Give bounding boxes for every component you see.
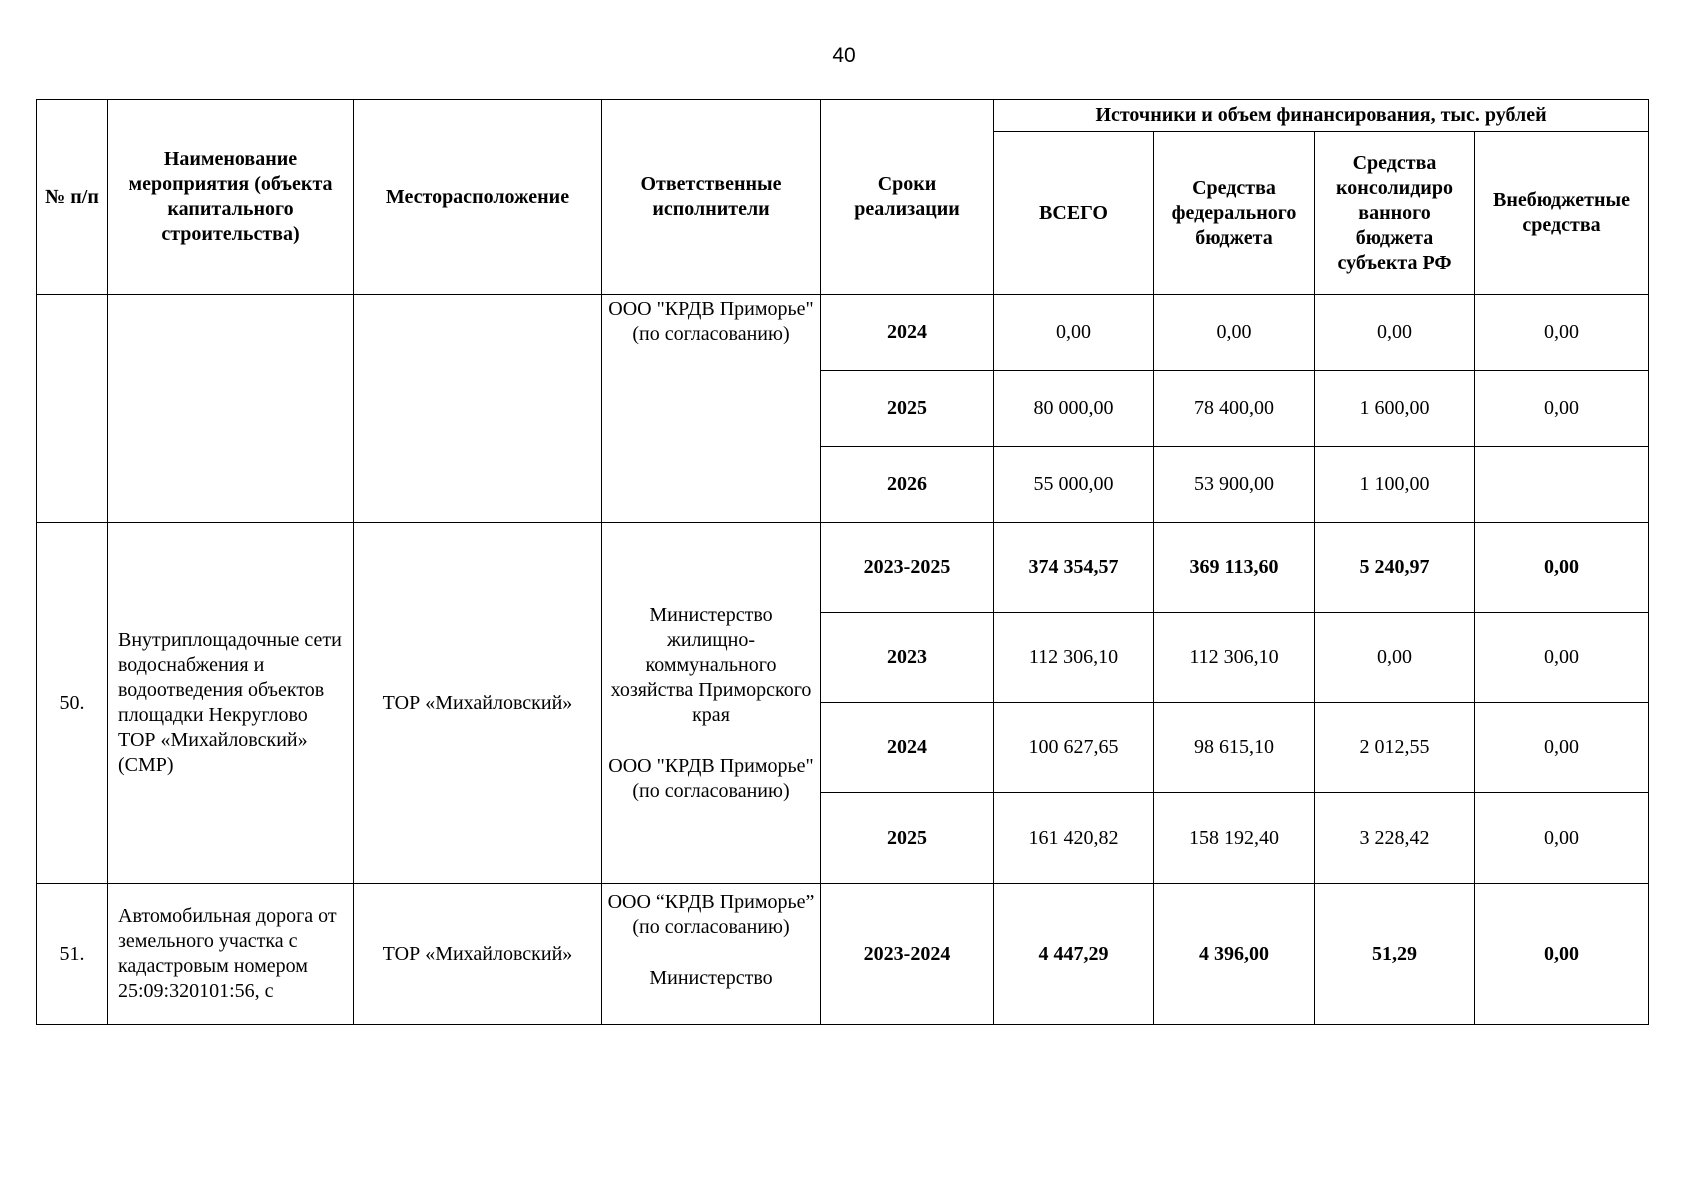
- extrabudget-cell: [1475, 447, 1649, 523]
- table-row: [37, 523, 1649, 613]
- year-cell: 2024: [821, 703, 994, 793]
- total-cell: 374 354,57: [994, 523, 1154, 613]
- consolidated-cell: 1 600,00: [1315, 371, 1475, 447]
- header-num: № п/п: [37, 100, 108, 295]
- consolidated-cell: 0,00: [1315, 613, 1475, 703]
- extrabudget-cell: 0,00: [1475, 295, 1649, 371]
- header-consolidated: Средства консолидиро ванного бюджета субъекта РФ: [1315, 132, 1475, 295]
- item-num: 50.: [37, 523, 108, 884]
- prev-num-cell: [37, 295, 108, 523]
- consolidated-cell: 0,00: [1315, 295, 1475, 371]
- item-executors: [602, 523, 821, 884]
- header-location: Месторасположение: [354, 100, 602, 295]
- total-cell: 100 627,65: [994, 703, 1154, 793]
- consolidated-cell: 51,29: [1315, 884, 1475, 1025]
- total-cell: 161 420,82: [994, 793, 1154, 884]
- table-row: [37, 884, 1649, 1025]
- prev-name-cell: [108, 295, 354, 523]
- extrabudget-cell: 0,00: [1475, 613, 1649, 703]
- executor-ministry: Министерство жилищно-коммунального хозяйства Приморского края: [610, 603, 812, 726]
- item-location: ТОР «Михайловский»: [354, 884, 602, 1025]
- total-cell: 4 447,29: [994, 884, 1154, 1025]
- header-terms: Сроки реализации: [821, 100, 994, 295]
- item-location: ТОР «Михайловский»: [354, 523, 602, 884]
- header-row-1: [37, 100, 1649, 132]
- federal-cell: 4 396,00: [1154, 884, 1315, 1025]
- page-number: 40: [832, 44, 856, 67]
- executor-ministry: Министерство: [649, 967, 773, 989]
- extrabudget-cell: 0,00: [1475, 703, 1649, 793]
- consolidated-cell: 2 012,55: [1315, 703, 1475, 793]
- executor-gap: [606, 728, 816, 754]
- executor-krdv: ООО “КРДВ Приморье” (по согласованию): [607, 891, 815, 938]
- year-cell: 2025: [821, 371, 994, 447]
- year-cell: 2023: [821, 613, 994, 703]
- consolidated-cell: 1 100,00: [1315, 447, 1475, 523]
- item-name: Внутриплощадочные сети водоснабжения и водоотведения объектов площадки Некруглово ТОР «Михайловский» (СМР): [108, 523, 354, 884]
- header-extrabudget: Внебюджетные средства: [1475, 132, 1649, 295]
- year-cell: 2024: [821, 295, 994, 371]
- total-cell: 112 306,10: [994, 613, 1154, 703]
- table-row: [37, 295, 1649, 371]
- consolidated-cell: 5 240,97: [1315, 523, 1475, 613]
- extrabudget-cell: 0,00: [1475, 884, 1649, 1025]
- federal-cell: 112 306,10: [1154, 613, 1315, 703]
- extrabudget-cell: 0,00: [1475, 793, 1649, 884]
- item-name: Автомобильная дорога от земельного участка с кадастровым номером 25:09:320101:56, с: [108, 884, 354, 1025]
- consolidated-cell: 3 228,42: [1315, 793, 1475, 884]
- federal-cell: 369 113,60: [1154, 523, 1315, 613]
- total-cell: 55 000,00: [994, 447, 1154, 523]
- prev-executor: ООО "КРДВ Приморье" (по согласованию): [602, 295, 821, 523]
- executor-gap: [606, 940, 816, 966]
- header-total: ВСЕГО: [994, 132, 1154, 295]
- federal-cell: 158 192,40: [1154, 793, 1315, 884]
- federal-cell: 78 400,00: [1154, 371, 1315, 447]
- total-cell: 80 000,00: [994, 371, 1154, 447]
- extrabudget-cell: 0,00: [1475, 371, 1649, 447]
- header-federal: Средства федерального бюджета: [1154, 132, 1315, 295]
- federal-cell: 0,00: [1154, 295, 1315, 371]
- item-num: 51.: [37, 884, 108, 1025]
- total-cell: 0,00: [994, 295, 1154, 371]
- header-executors: Ответственные исполнители: [602, 100, 821, 295]
- extrabudget-cell: 0,00: [1475, 523, 1649, 613]
- financing-table: [36, 99, 1649, 1025]
- executor-krdv: ООО "КРДВ Приморье" (по согласованию): [608, 754, 814, 802]
- year-cell: 2023-2024: [821, 884, 994, 1025]
- federal-cell: 98 615,10: [1154, 703, 1315, 793]
- item-executors: [602, 884, 821, 1025]
- year-cell: 2026: [821, 447, 994, 523]
- header-name: Наименование мероприятия (объекта капитального строительства): [108, 100, 354, 295]
- year-cell: 2025: [821, 793, 994, 884]
- federal-cell: 53 900,00: [1154, 447, 1315, 523]
- prev-location-cell: [354, 295, 602, 523]
- header-financing-group: Источники и объем финансирования, тыс. рублей: [994, 100, 1649, 132]
- year-cell: 2023-2025: [821, 523, 994, 613]
